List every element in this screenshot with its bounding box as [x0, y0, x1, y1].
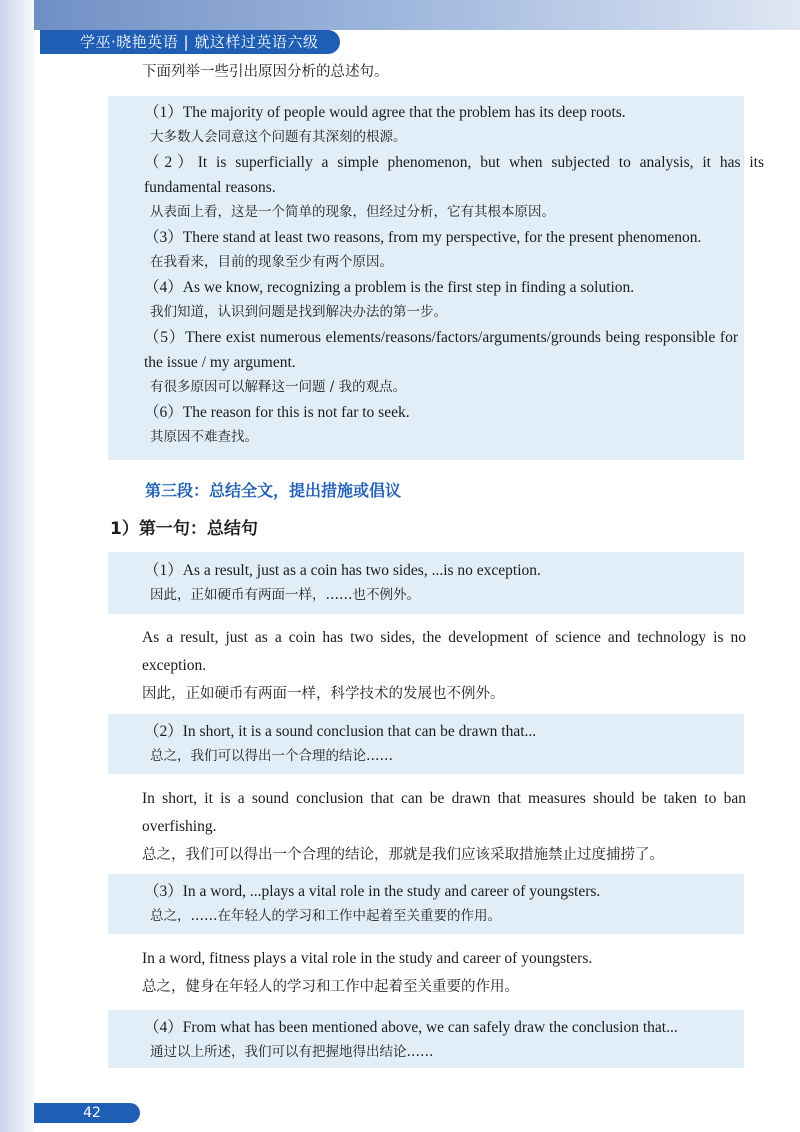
example-zh-1: 大多数人会同意这个问题有其深刻的根源。	[150, 129, 407, 145]
sample-en-1: As a result, just as a coin has two sides, the development of science and technology is no exception.	[142, 629, 746, 674]
sample-zh-2: 总之，我们可以得出一个合理的结论，那就是我们应该采取措施禁止过度捕捞了。	[142, 847, 664, 863]
template-zh-1: 因此，正如硬币有两面一样，……也不例外。	[150, 587, 420, 603]
intro-text: 下面列举一些引出原因分析的总述句。	[142, 64, 389, 80]
example-en-4: （4）As we know, recognizing a problem is the first step in finding a solution.	[144, 279, 635, 296]
example-zh-2: 从表面上看，这是一个简单的现象，但经过分析，它有其根本原因。	[150, 204, 555, 220]
example-zh-5: 有很多原因可以解释这一问题 / 我的观点。	[150, 379, 407, 395]
template-en-3: （3）In a word, ...plays a vital role in the study and career of youngsters.	[144, 883, 601, 900]
page-edge-strip	[0, 0, 34, 1132]
example-en-1: （1）The majority of people would agree that the problem has its deep roots.	[144, 104, 626, 121]
template-en-4: （4）From what has been mentioned above, we can safely draw the conclusion that...	[144, 1019, 678, 1036]
example-zh-4: 我们知道，认识到问题是找到解决办法的第一步。	[150, 304, 447, 320]
sub-title: 1）第一句：总结句	[110, 519, 258, 539]
template-zh-4: 通过以上所述，我们可以有把握地得出结论……	[150, 1044, 434, 1060]
sample-paragraph-1	[110, 624, 746, 708]
sample-en-3: In a word, fitness plays a vital role in the study and career of youngsters.	[142, 950, 593, 967]
book-title: 学巫·晓艳英语 | 就这样过英语六级	[40, 30, 340, 54]
example-zh-6: 其原因不难查找。	[150, 429, 258, 445]
section-title: 第三段：总结全文，提出措施或倡议	[145, 481, 402, 500]
sample-paragraph-2	[110, 785, 746, 869]
sample-paragraph-3	[110, 945, 746, 1001]
sample-zh-3: 总之，健身在年轻人的学习和工作中起着至关重要的作用。	[142, 979, 519, 995]
example-zh-3: 在我看来，目前的现象至少有两个原因。	[150, 254, 393, 270]
example-box-4	[108, 1010, 744, 1068]
example-en-2: （2）It is superficially a simple phenomenon, but when subjected to analysis, it has its fundamental reasons.	[144, 154, 764, 196]
example-box-causes	[108, 96, 764, 460]
page-number: 42	[34, 1103, 140, 1123]
template-en-2: （2）In short, it is a sound conclusion that can be drawn that...	[144, 723, 537, 740]
sample-zh-1: 因此，正如硬币有两面一样，科学技术的发展也不例外。	[142, 686, 505, 702]
example-en-5: （5）There exist numerous elements/reasons/factors/arguments/grounds being responsible for the issue / my argument.	[144, 329, 738, 371]
template-zh-3: 总之，……在年轻人的学习和工作中起着至关重要的作用。	[150, 908, 501, 924]
example-box-3	[108, 874, 744, 934]
template-en-1: （1）As a result, just as a coin has two sides, ...is no exception.	[144, 562, 541, 579]
example-en-6: （6）The reason for this is not far to seek.	[144, 404, 410, 421]
example-box-1	[108, 552, 744, 614]
example-en-3: （3）There stand at least two reasons, from my perspective, for the present phenomenon.	[144, 229, 702, 246]
header-bar	[34, 0, 800, 30]
template-zh-2: 总之，我们可以得出一个合理的结论……	[150, 748, 393, 764]
example-box-2	[108, 714, 744, 774]
sample-en-2: In short, it is a sound conclusion that can be drawn that measures should be taken to ban overfishing.	[142, 790, 746, 835]
